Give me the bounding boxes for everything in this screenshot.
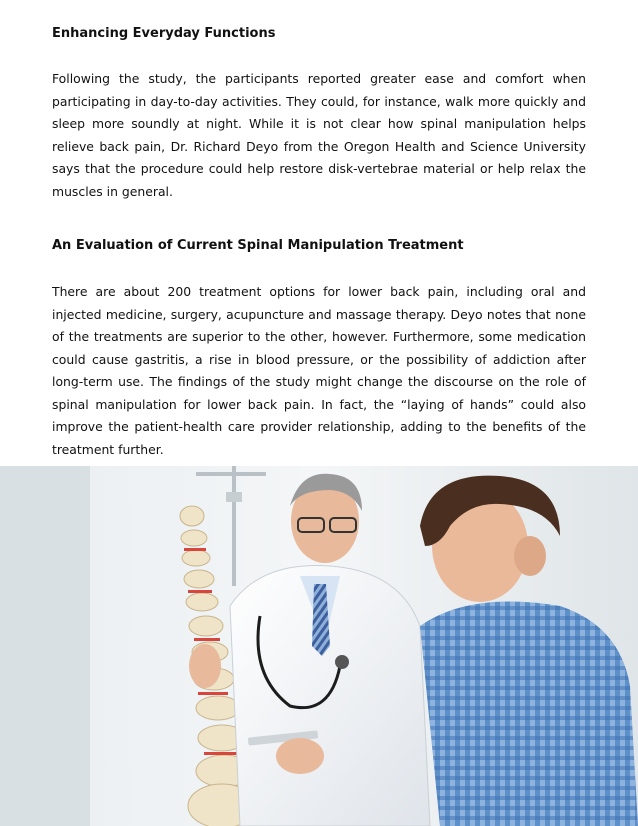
section-heading-evaluation: An Evaluation of Current Spinal Manipulation Treatment	[52, 238, 464, 253]
section-paragraph-everyday-functions: Following the study, the participants reported greater ease and comfort when participating in day-to-day activities. They could, for instance, walk more quickly and sleep more soundly at night. While it is not clear how spinal manipulation helps relieve back pain, Dr. Richard Deyo from the Oregon Health and Science University says that the procedure could help restore disk-vertebrae material or help relax the muscles in general.	[52, 71, 586, 199]
section-heading-everyday-functions: Enhancing Everyday Functions	[52, 26, 276, 41]
section-paragraph-evaluation: There are about 200 treatment options for lower back pain, including oral and injected medicine, surgery, acupuncture and massage therapy. Deyo notes that none of the treatments are superior to the other, however. Furthermore, some medication could cause gastritis, a rise in blood pressure, or the possibility of addiction after long-term use. The findings of the study might change the discourse on the role of spinal manipulation for lower back pain. In fact, the “laying of hands” could also improve the patient-health care provider relationship, adding to the benefits of the treatment further.	[52, 284, 586, 457]
doctor-patient-photo	[0, 466, 638, 826]
